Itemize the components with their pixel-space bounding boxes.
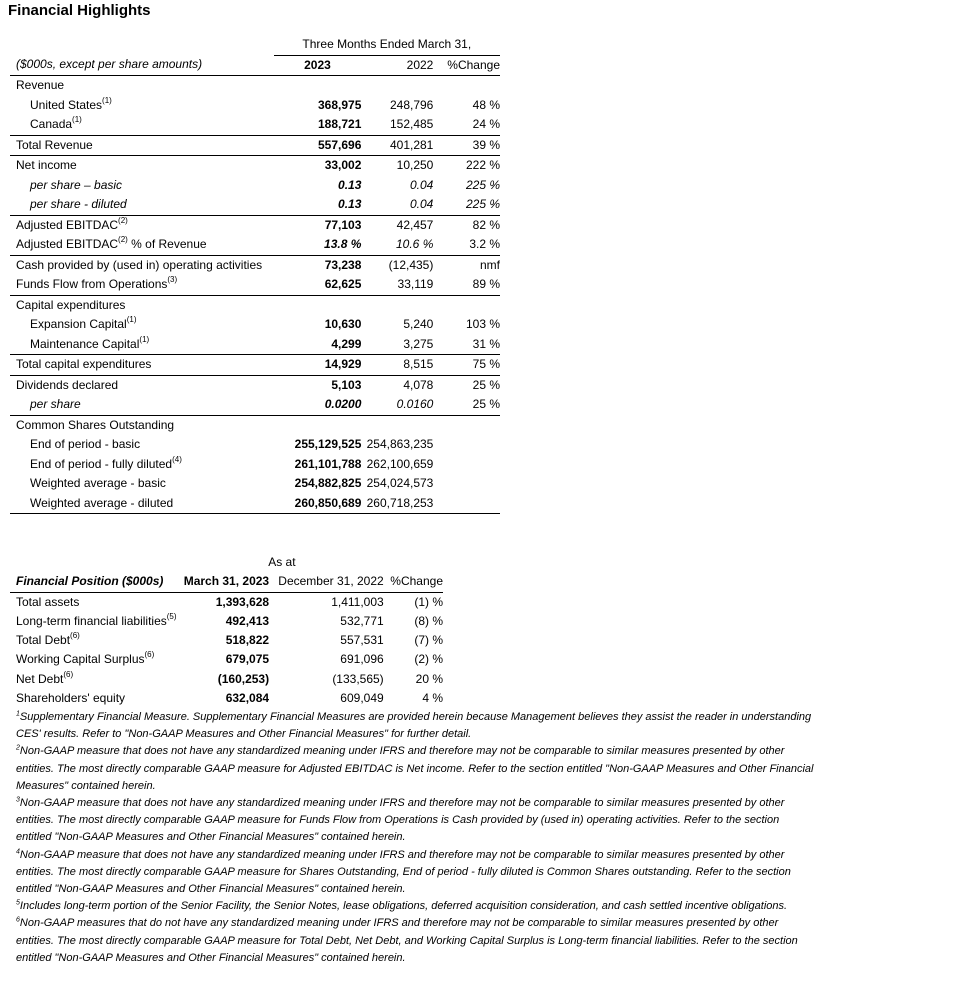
footnote-ref: (6) (144, 650, 155, 660)
cash-ops-label: Cash provided by (used in) operating activities (10, 255, 274, 275)
net-income-label: Net income (10, 156, 274, 176)
eop-diluted-2022: 262,100,659 (366, 456, 434, 471)
footnote-text: Non-GAAP measures that do not have any standardized meaning under IFRS and therefore may not be comparable to similar measures presented by other entities. The most directly comparable GAAP measure for Total Debt, Net Debt, and Working Capital Surplus is Long-term financial liabilities. Refer to the section entitled "Non-GAAP Measures and Other Financial Measures" contained herein. (16, 917, 798, 964)
footnote-number: 5 (16, 899, 20, 907)
net-income-2022: 10,250 (361, 156, 433, 176)
ltfl-dec: 532,771 (340, 613, 384, 628)
canada-label: Canada (30, 117, 73, 131)
equity-dec: 609,049 (340, 691, 384, 706)
capex-label: Capital expenditures (10, 295, 274, 315)
per-share-diluted-label: per share - diluted (30, 197, 127, 211)
wcs-mar: 679,075 (225, 652, 270, 667)
us-label: United States (30, 97, 103, 112)
ltfl-label: Long-term financial liabilities (16, 613, 167, 628)
canada-2022: 152,485 (389, 117, 434, 131)
wa-basic-2022: 254,024,573 (366, 476, 434, 490)
footnote-ref: (6) (63, 669, 74, 679)
total-revenue-change: 39 % (433, 135, 500, 156)
footnotes (16, 709, 816, 967)
footnote-text: Supplementary Financial Measure. Supplementary Financial Measures are provided herein because Management believes they assist the reader in understanding CES' results. Refer to "Non-GAAP Measures and Other Financial Measures" for further detail. (16, 711, 812, 741)
footnote-ref: (1) (139, 334, 150, 344)
per-share-basic-label: per share – basic (30, 177, 123, 192)
table-row (10, 689, 443, 708)
dividends-change: 25 % (433, 375, 500, 395)
expansion-capital-2022: 5,240 (403, 317, 434, 331)
financial-position-table (10, 553, 443, 708)
ffo-change: 89 % (472, 277, 500, 291)
total-assets-mar: 1,393,628 (215, 594, 270, 609)
net-debt-dec: (133,565) (332, 671, 384, 686)
total-debt-change: (7) % (414, 633, 443, 648)
ffo-2023: 62,625 (324, 277, 362, 291)
table-row (10, 115, 500, 135)
footnote (16, 915, 816, 967)
maintenance-capital-label: Maintenance Capital (30, 336, 140, 351)
table-row (10, 195, 500, 215)
per-share-basic-change: 225 % (465, 177, 500, 192)
wcs-dec: 691,096 (340, 652, 384, 667)
table-row (10, 76, 500, 96)
footnote-number: 2 (16, 744, 20, 752)
eop-diluted-label: End of period - fully diluted (30, 456, 173, 471)
footnote-ref: (4) (172, 454, 182, 464)
footnote-number: 6 (16, 916, 20, 924)
total-capex-change: 75 % (433, 355, 500, 376)
wcs-label: Working Capital Surplus (16, 652, 145, 667)
table-row (10, 435, 500, 455)
ffo-2022: 33,119 (397, 277, 434, 291)
eop-diluted-2023: 261,101,788 (294, 456, 362, 471)
table-row (10, 375, 500, 395)
eop-basic-label: End of period - basic (30, 437, 141, 451)
wa-diluted-label: Weighted average - diluted (10, 494, 274, 514)
table-row (10, 395, 500, 415)
ltfl-change: (8) % (414, 613, 443, 628)
ebitdac-2022: 42,457 (361, 215, 433, 235)
dividends-2023: 5,103 (274, 375, 362, 395)
footnote (16, 898, 816, 915)
table-row (10, 156, 500, 176)
maintenance-capital-2023: 4,299 (331, 336, 362, 351)
footnote-number: 3 (16, 796, 20, 804)
div-per-share-label: per share (30, 397, 81, 411)
total-revenue-2023: 557,696 (274, 135, 362, 156)
ebitdac-2023: 77,103 (274, 215, 362, 235)
per-share-diluted-2023: 0.13 (338, 197, 362, 211)
col-2023: 2023 (274, 55, 362, 76)
table-row (10, 631, 443, 650)
table-row (10, 255, 500, 275)
table-row (10, 335, 500, 355)
table-row (10, 455, 500, 475)
eop-basic-2023: 255,129,525 (294, 437, 362, 451)
footnote-ref: (5) (166, 611, 177, 621)
footnote-text: Includes long-term portion of the Senior Facility, the Senior Notes, lease obligations, deferred acquisition consideration, and cash settled incentive obligations. (19, 900, 788, 913)
footnote-ref: (1) (72, 115, 82, 124)
col-2022: 2022 (361, 55, 433, 76)
net-debt-mar: (160,253) (217, 671, 270, 686)
ffo-label: Funds Flow from Operations (16, 277, 168, 291)
footnote (16, 847, 816, 899)
as-at-row (10, 553, 443, 572)
maintenance-capital-change: 31 % (472, 336, 500, 351)
units-label: ($000s, except per share amounts) (10, 55, 274, 76)
footnote-text: Non-GAAP measure that does not have any standardized meaning under IFRS and therefore may not be comparable to similar measures presented by other entities. The most directly comparable GAAP measure for Shares Outstanding, End of period - fully diluted is Common Shares outstanding. Refer to the section entitled "Non-GAAP Measures and Other Financial Measures" contained herein. (16, 848, 791, 896)
financial-highlights-table (10, 35, 500, 514)
footnote (16, 795, 816, 847)
ebitdac-pct-2022: 10.6 % (396, 237, 434, 251)
period-header-row (10, 35, 500, 55)
total-debt-dec: 557,531 (340, 633, 384, 648)
table-row (10, 135, 500, 156)
revenue-label: Revenue (16, 78, 65, 92)
table-row (10, 235, 500, 255)
table-row (10, 215, 500, 235)
equity-label: Shareholders' equity (16, 691, 126, 706)
expansion-capital-change: 103 % (465, 317, 500, 331)
equity-mar: 632,084 (225, 691, 270, 706)
footnote-number: 4 (16, 847, 20, 855)
footnote-ref: (1) (126, 315, 137, 324)
eop-basic-2022: 254,863,235 (366, 437, 434, 451)
net-debt-label: Net Debt (16, 671, 64, 686)
wa-diluted-2022: 260,718,253 (361, 494, 433, 514)
table-row (10, 96, 500, 116)
position-header-label: Financial Position ($000s) (10, 572, 180, 592)
footnote (16, 743, 816, 795)
total-assets-dec: 1,411,003 (331, 594, 384, 609)
footnote-ref: (1) (102, 95, 112, 105)
table-row (10, 650, 443, 669)
maintenance-capital-2022: 3,275 (403, 336, 434, 351)
col-change: %Change (433, 55, 500, 76)
table-row (10, 474, 500, 494)
footnote-text: Non-GAAP measure that does not have any standardized meaning under IFRS and therefore may not be comparable to similar measures presented by other entities. The most directly comparable GAAP measure for Adjusted EBITDAC is Net income. Refer to the section entitled "Non-GAAP Measures and Other Financial Measures" contained herein. (16, 745, 814, 792)
ebitdac-pct-change: 3.2 % (469, 237, 500, 251)
table-row (10, 592, 443, 612)
cash-ops-2022: (12,435) (361, 255, 433, 275)
canada-change: 24 % (472, 117, 500, 131)
net-debt-change: 20 % (415, 671, 443, 686)
per-share-basic-2022: 0.04 (410, 177, 434, 192)
per-share-diluted-2022: 0.04 (410, 197, 434, 211)
period-header: Three Months Ended March 31, (274, 35, 500, 55)
us-2023: 368,975 (318, 97, 362, 112)
expansion-capital-2023: 10,630 (324, 317, 362, 331)
div-per-share-2023: 0.0200 (324, 397, 362, 411)
equity-change: 4 % (422, 691, 443, 706)
expansion-capital-label: Expansion Capital (30, 317, 127, 331)
total-revenue-label: Total Revenue (10, 135, 274, 156)
wa-diluted-2023: 260,850,689 (274, 494, 362, 514)
net-income-2023: 33,002 (274, 156, 362, 176)
total-capex-2022: 8,515 (361, 355, 433, 376)
col-march: March 31, 2023 (180, 572, 269, 592)
table-row (10, 612, 443, 631)
col-december: December 31, 2022 (269, 572, 384, 592)
ebitdac-change: 82 % (433, 215, 500, 235)
footnote-text: Non-GAAP measure that does not have any standardized meaning under IFRS and therefore may not be comparable to similar measures presented by other entities. The most directly comparable GAAP measure for Funds Flow from Operations is Cash provided by (used in) operating activities. Refer to the section entitled "Non-GAAP Measures and Other Financial Measures" contained herein. (16, 797, 785, 844)
table-row (10, 355, 500, 376)
cash-ops-2023: 73,238 (274, 255, 362, 275)
div-per-share-change: 25 % (472, 397, 500, 411)
canada-2023: 188,721 (318, 117, 362, 131)
us-2022: 248,796 (389, 97, 434, 112)
total-assets-label: Total assets (16, 594, 80, 609)
page-title: Financial Highlights (8, 2, 151, 19)
footnote-number: 1 (16, 710, 20, 718)
div-per-share-2022: 0.0160 (396, 397, 434, 411)
ebitdac-label: Adjusted EBITDAC (16, 217, 119, 232)
footnote (16, 709, 816, 743)
col-change: %Change (384, 572, 443, 592)
total-debt-label: Total Debt (16, 633, 71, 648)
cash-ops-change: nmf (433, 255, 500, 275)
column-header-row (10, 55, 500, 76)
total-assets-change: (1) % (414, 594, 443, 609)
shares-label: Common Shares Outstanding (10, 415, 274, 435)
dividends-label: Dividends declared (10, 375, 274, 395)
net-income-change: 222 % (433, 156, 500, 176)
footnote-ref: (6) (70, 631, 80, 641)
total-revenue-2022: 401,281 (361, 135, 433, 156)
total-capex-2023: 14,929 (274, 355, 362, 376)
footnote-ref: (2) (118, 235, 128, 244)
table-row (10, 315, 500, 335)
table-row (10, 176, 500, 196)
table-row (10, 275, 500, 295)
per-share-diluted-change: 225 % (465, 197, 500, 211)
per-share-basic-2023: 0.13 (338, 177, 362, 192)
ebitdac-pct-label-suffix: % of Revenue (127, 237, 207, 251)
ebitdac-pct-2023: 13.8 % (324, 237, 362, 251)
wa-basic-label: Weighted average - basic (30, 476, 166, 490)
footnote-ref: (2) (118, 215, 128, 225)
table-row (10, 415, 500, 435)
table-row (10, 295, 500, 315)
table-row (10, 494, 500, 514)
us-change: 48 % (472, 97, 500, 112)
table-row (10, 670, 443, 689)
dividends-2022: 4,078 (361, 375, 433, 395)
ebitdac-pct-label: Adjusted EBITDAC (16, 237, 119, 251)
as-at-label: As at (268, 555, 296, 569)
total-capex-label: Total capital expenditures (10, 355, 274, 376)
column-header-row (10, 572, 443, 592)
total-debt-mar: 518,822 (225, 633, 270, 648)
wa-basic-2023: 254,882,825 (294, 476, 362, 490)
wcs-change: (2) % (414, 652, 443, 667)
ltfl-mar: 492,413 (225, 613, 270, 628)
footnote-ref: (3) (167, 275, 178, 284)
